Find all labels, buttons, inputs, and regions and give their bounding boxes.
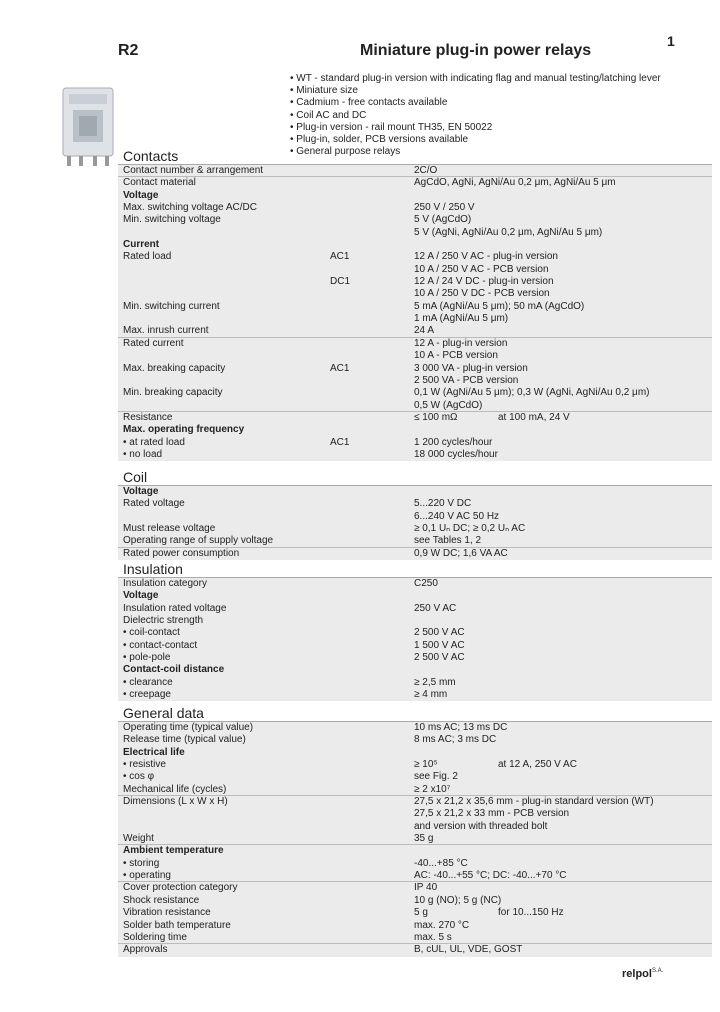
- spec-value: ≥ 4 mm: [414, 689, 448, 701]
- spec-row: [118, 747, 712, 759]
- feature-bullet: • Coil AC and DC: [290, 109, 367, 121]
- spec-row: [118, 627, 712, 639]
- spec-value: B, cUL, UL, VDE, GOST: [414, 944, 523, 956]
- spec-label: Dimensions (L x W x H): [123, 796, 228, 808]
- spec-value: 27,5 x 21,2 x 35,6 mm - plug-in standard version (WT): [414, 796, 654, 808]
- spec-condition: for 10...150 Hz: [498, 907, 564, 919]
- spec-row: [118, 907, 712, 919]
- spec-row: [118, 214, 712, 226]
- section-heading: Contacts: [118, 148, 712, 165]
- spec-condition: at 12 A, 250 V AC: [498, 759, 577, 771]
- spec-row: [118, 722, 712, 734]
- spec-value: 0,1 W (AgNi/Au 5 μm); 0,3 W (AgNi, AgNi/Au 0,2 μm): [414, 387, 650, 399]
- spec-value: max. 270 °C: [414, 919, 470, 931]
- spec-row: [118, 523, 712, 535]
- spec-label: Soldering time: [123, 931, 187, 943]
- spec-label: Weight: [123, 833, 154, 845]
- spec-value: 2 500 V AC: [414, 652, 465, 664]
- spec-value: max. 5 s: [414, 931, 452, 943]
- spec-label: Must release voltage: [123, 523, 216, 535]
- spec-table: [118, 722, 712, 957]
- spec-row: [118, 734, 712, 746]
- spec-value: C250: [414, 578, 438, 589]
- spec-row: [118, 325, 712, 337]
- spec-value: 18 000 cycles/hour: [414, 448, 498, 460]
- spec-value: 35 g: [414, 833, 434, 845]
- spec-label: Rated voltage: [123, 498, 185, 510]
- spec-value: 10 A - PCB version: [414, 350, 498, 362]
- spec-value: ≥ 2,5 mm: [414, 676, 456, 688]
- spec-label: • cos φ: [123, 771, 155, 783]
- spec-value: IP 40: [414, 882, 438, 894]
- section-heading: Insulation: [118, 561, 712, 578]
- spec-label: Rated power consumption: [123, 547, 240, 559]
- spec-value: 5 V (AgNi, AgNi/Au 0,2 μm, AgNi/Au 5 μm): [414, 226, 603, 238]
- spec-row: [118, 437, 712, 449]
- spec-value: 0,9 W DC; 1,6 VA AC: [414, 547, 508, 559]
- contacts-section: [118, 148, 712, 461]
- spec-row: [118, 400, 712, 412]
- spec-value: ≥ 0,1 Uₙ DC; ≥ 0,2 Uₙ AC: [414, 523, 526, 535]
- spec-row: [118, 932, 712, 944]
- spec-mode: AC1: [330, 362, 350, 374]
- spec-label: • operating: [123, 870, 171, 882]
- spec-row: [118, 535, 712, 547]
- spec-label: Solder bath temperature: [123, 919, 231, 931]
- spec-row: [118, 202, 712, 214]
- spec-condition: at 100 mA, 24 V: [498, 411, 570, 423]
- spec-mode: AC1: [330, 251, 350, 263]
- spec-label: • coil-contact: [123, 627, 180, 639]
- spec-row: [118, 870, 712, 882]
- spec-row: [118, 833, 712, 845]
- spec-row: [118, 603, 712, 615]
- spec-label: Max. switching voltage AC/DC: [123, 202, 257, 214]
- spec-value: 3 000 VA - plug-in version: [414, 362, 528, 374]
- spec-row: [118, 276, 712, 288]
- spec-value: 27,5 x 21,2 x 33 mm - PCB version: [414, 808, 570, 820]
- spec-row: [118, 498, 712, 510]
- spec-value: -40...+85 °C: [414, 857, 468, 869]
- spec-value: 12 A / 250 V AC - plug-in version: [414, 251, 558, 263]
- page-title: Miniature plug-in power relays: [360, 42, 592, 59]
- spec-value: 5 g: [414, 907, 428, 919]
- spec-row: [118, 350, 712, 362]
- spec-row: [118, 920, 712, 932]
- spec-label: Max. inrush current: [123, 325, 209, 337]
- spec-label: Cover protection category: [123, 882, 238, 894]
- spec-value: ≤ 100 mΩ: [414, 411, 458, 423]
- spec-row: [118, 845, 712, 857]
- spec-row: [118, 511, 712, 523]
- spec-value: ≥ 2 x10⁷: [414, 783, 451, 795]
- spec-value: 8 ms AC; 3 ms DC: [414, 734, 497, 746]
- spec-value: 250 V / 250 V: [414, 202, 475, 214]
- spec-label: • contact-contact: [123, 639, 198, 651]
- spec-label: • clearance: [123, 676, 173, 688]
- spec-row: [118, 412, 712, 424]
- spec-value: AC: -40...+55 °C; DC: -40...+70 °C: [414, 870, 567, 882]
- logo-text: relpol: [622, 968, 652, 980]
- spec-label: • resistive: [123, 759, 166, 771]
- spec-row: [118, 882, 712, 894]
- feature-bullet: • Plug-in version - rail mount TH35, EN 50022: [290, 121, 493, 133]
- spec-label: Operating time (typical value): [123, 722, 254, 733]
- spec-value: see Tables 1, 2: [414, 535, 482, 547]
- spec-row: [118, 689, 712, 701]
- spec-row: [118, 190, 712, 202]
- feature-bullet: • Plug-in, solder, PCB versions available: [290, 134, 469, 146]
- spec-row: [118, 796, 712, 808]
- spec-row: [118, 578, 712, 590]
- spec-value: 5 mA (AgNi/Au 5 μm); 50 mA (AgCdO): [414, 300, 585, 312]
- spec-row: [118, 640, 712, 652]
- spec-label: Mechanical life (cycles): [123, 783, 227, 795]
- spec-row: [118, 784, 712, 796]
- spec-mode: DC1: [330, 276, 351, 288]
- spec-row: [118, 759, 712, 771]
- spec-row: [118, 449, 712, 461]
- spec-row: [118, 313, 712, 325]
- general-data-section: [118, 705, 712, 957]
- spec-row: [118, 652, 712, 664]
- spec-label: Voltage: [123, 189, 159, 201]
- spec-value: 6...240 V AC 50 Hz: [414, 510, 500, 522]
- spec-label: Voltage: [123, 486, 159, 497]
- spec-row: [118, 895, 712, 907]
- spec-value: 10 ms AC; 13 ms DC: [414, 722, 508, 733]
- spec-value: see Fig. 2: [414, 771, 458, 783]
- spec-row: [118, 944, 712, 956]
- spec-value: 10 g (NO); 5 g (NC): [414, 894, 502, 906]
- spec-row: [118, 177, 712, 189]
- spec-label: Contact number & arrangement: [123, 165, 264, 176]
- spec-row: [118, 486, 712, 498]
- spec-value: 0,5 W (AgCdO): [414, 399, 483, 411]
- spec-row: [118, 363, 712, 375]
- spec-value: 2 500 VA - PCB version: [414, 374, 519, 386]
- spec-value: 5 V (AgCdO): [414, 214, 472, 226]
- spec-row: [118, 615, 712, 627]
- logo-mark: S.A.: [651, 968, 664, 974]
- spec-row: [118, 771, 712, 783]
- spec-value: 1 200 cycles/hour: [414, 436, 493, 448]
- spec-row: [118, 264, 712, 276]
- spec-table: [118, 486, 712, 560]
- spec-label: • no load: [123, 448, 163, 460]
- spec-row: [118, 808, 712, 820]
- spec-value: 10 A / 250 V DC - PCB version: [414, 288, 550, 300]
- spec-value: 250 V AC: [414, 602, 457, 614]
- spec-row: [118, 677, 712, 689]
- spec-value: 1 mA (AgNi/Au 5 μm): [414, 313, 509, 325]
- spec-label: • creepage: [123, 689, 171, 701]
- spec-row: [118, 251, 712, 263]
- spec-value: 12 A - plug-in version: [414, 337, 508, 349]
- spec-row: [118, 548, 712, 560]
- product-code: R2: [118, 42, 139, 59]
- spec-row: [118, 227, 712, 239]
- spec-row: [118, 165, 712, 177]
- page-number: 1: [667, 33, 675, 49]
- spec-label: Rated current: [123, 337, 184, 349]
- spec-label: Min. switching current: [123, 300, 220, 312]
- spec-table: [118, 578, 712, 701]
- spec-label: Min. breaking capacity: [123, 387, 223, 399]
- relpol-logo: [622, 968, 663, 980]
- spec-table: [118, 165, 712, 461]
- spec-label: Operating range of supply voltage: [123, 535, 274, 547]
- spec-row: [118, 375, 712, 387]
- spec-value: 5...220 V DC: [414, 498, 472, 510]
- section-heading: Coil: [118, 469, 712, 486]
- spec-label: Dielectric strength: [123, 615, 204, 627]
- spec-label: Contact material: [123, 177, 196, 189]
- feature-bullet: • Cadmium - free contacts available: [290, 97, 448, 109]
- section-heading: General data: [118, 705, 712, 722]
- spec-value: 2 500 V AC: [414, 627, 465, 639]
- spec-label: Current: [123, 239, 160, 251]
- spec-row: [118, 338, 712, 350]
- feature-list: [290, 73, 710, 158]
- spec-label: Vibration resistance: [123, 907, 211, 919]
- coil-section: [118, 469, 712, 560]
- spec-value: 10 A / 250 V AC - PCB version: [414, 263, 549, 275]
- spec-row: [118, 239, 712, 251]
- spec-label: • storing: [123, 857, 160, 869]
- spec-row: [118, 664, 712, 676]
- spec-label: Shock resistance: [123, 894, 200, 906]
- spec-value: 1 500 V AC: [414, 639, 465, 651]
- spec-label: Release time (typical value): [123, 734, 246, 746]
- spec-value: and version with threaded bolt: [414, 820, 548, 832]
- spec-value: 24 A: [414, 325, 435, 337]
- spec-label: Ambient temperature: [123, 845, 224, 857]
- spec-label: • pole-pole: [123, 652, 171, 664]
- spec-value: AgCdO, AgNi, AgNi/Au 0,2 μm, AgNi/Au 5 μm: [414, 177, 616, 189]
- spec-label: Insulation category: [123, 578, 207, 589]
- spec-label: Max. operating frequency: [123, 424, 245, 436]
- spec-value: 2C/O: [414, 165, 438, 176]
- spec-row: [118, 301, 712, 313]
- spec-mode: AC1: [330, 436, 350, 448]
- relay-product-image: [57, 82, 119, 168]
- spec-row: [118, 288, 712, 300]
- spec-row: [118, 590, 712, 602]
- spec-label: Min. switching voltage: [123, 214, 221, 226]
- spec-label: • at rated load: [123, 436, 185, 448]
- insulation-section: [118, 561, 712, 701]
- feature-bullet: • WT - standard plug-in version with indicating flag and manual testing/latching lever: [290, 73, 661, 84]
- spec-row: [118, 424, 712, 436]
- spec-row: [118, 821, 712, 833]
- spec-label: Resistance: [123, 411, 173, 423]
- spec-row: [118, 858, 712, 870]
- spec-label: Insulation rated voltage: [123, 602, 227, 614]
- feature-bullet: • Miniature size: [290, 85, 358, 97]
- spec-value: ≥ 10⁵: [414, 759, 438, 771]
- spec-label: Electrical life: [123, 746, 185, 758]
- feature-bullet: • General purpose relays: [290, 146, 401, 158]
- spec-label: Rated load: [123, 251, 172, 263]
- spec-label: Voltage: [123, 590, 159, 602]
- spec-row: [118, 387, 712, 399]
- spec-label: Approvals: [123, 944, 168, 956]
- spec-label: Contact-coil distance: [123, 664, 225, 676]
- spec-value: 12 A / 24 V DC - plug-in version: [414, 276, 554, 288]
- spec-label: Max. breaking capacity: [123, 362, 226, 374]
